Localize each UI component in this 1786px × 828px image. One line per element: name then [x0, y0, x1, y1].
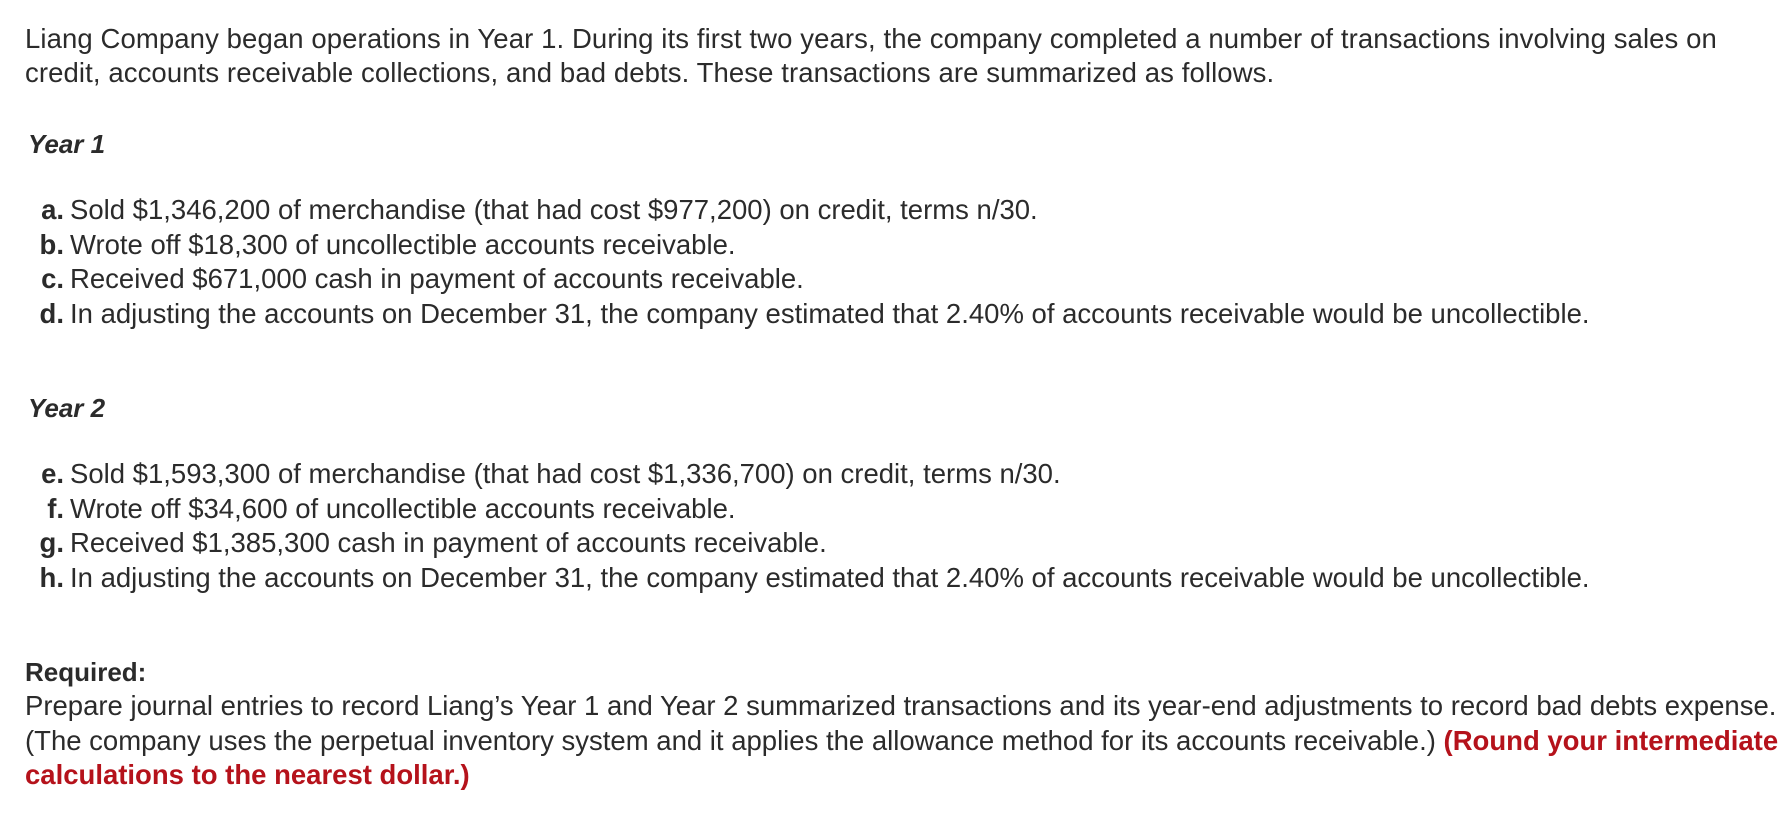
rounding-note: (Round your intermediate calculations to the nearest dollar.) [25, 724, 1779, 790]
year1-transaction-list [28, 193, 1768, 331]
item-letter: h. [39, 561, 64, 593]
list-item [28, 526, 1768, 561]
item-text: Wrote off $34,600 of uncollectible accounts receivable. [70, 492, 736, 524]
year2-heading: Year 2 [28, 393, 106, 423]
item-letter: d. [39, 297, 64, 329]
item-text: Received $671,000 cash in payment of accounts receivable. [70, 263, 804, 294]
item-letter: g. [39, 527, 64, 558]
item-text: In adjusting the accounts on December 31, the company estimated that 2.40% of accounts receivable would be uncollectible. [70, 297, 1590, 329]
list-item [28, 561, 1768, 596]
item-letter: a. [41, 194, 64, 225]
item-letter: b. [39, 228, 64, 260]
required-heading: Required: [25, 657, 147, 687]
item-letter: e. [41, 458, 64, 489]
list-item [28, 492, 1768, 527]
list-item [28, 193, 1768, 228]
item-text: Sold $1,593,300 of merchandise (that had cost $1,336,700) on credit, terms n/30. [70, 458, 1061, 489]
item-letter: f. [47, 492, 64, 524]
list-item [28, 297, 1768, 332]
list-item [28, 457, 1768, 492]
intro-paragraph: Liang Company began operations in Year 1. During its first two years, the company completed a number of transactions involving sales on credit, accounts receivable collections, and bad debts. These transactions are summarized as follows. [25, 23, 1717, 88]
item-text: Wrote off $18,300 of uncollectible accounts receivable. [70, 228, 736, 260]
required-body: Prepare journal entries to record Liang’s Year 1 and Year 2 summarized transactions and its year-end adjustments to record bad debts expense. (The company uses the perpetual inventory system and it applies the allowance method for its accounts receivable.) [25, 690, 1777, 756]
list-item [28, 228, 1768, 263]
list-item [28, 262, 1768, 297]
item-text: In adjusting the accounts on December 31, the company estimated that 2.40% of accounts receivable would be uncollectible. [70, 561, 1590, 593]
required-instructions [25, 689, 1781, 793]
item-text: Sold $1,346,200 of merchandise (that had cost $977,200) on credit, terms n/30. [70, 194, 1038, 225]
year1-heading: Year 1 [28, 129, 106, 159]
item-letter: c. [41, 263, 64, 294]
year2-transaction-list [28, 457, 1768, 595]
item-text: Received $1,385,300 cash in payment of accounts receivable. [70, 527, 827, 558]
